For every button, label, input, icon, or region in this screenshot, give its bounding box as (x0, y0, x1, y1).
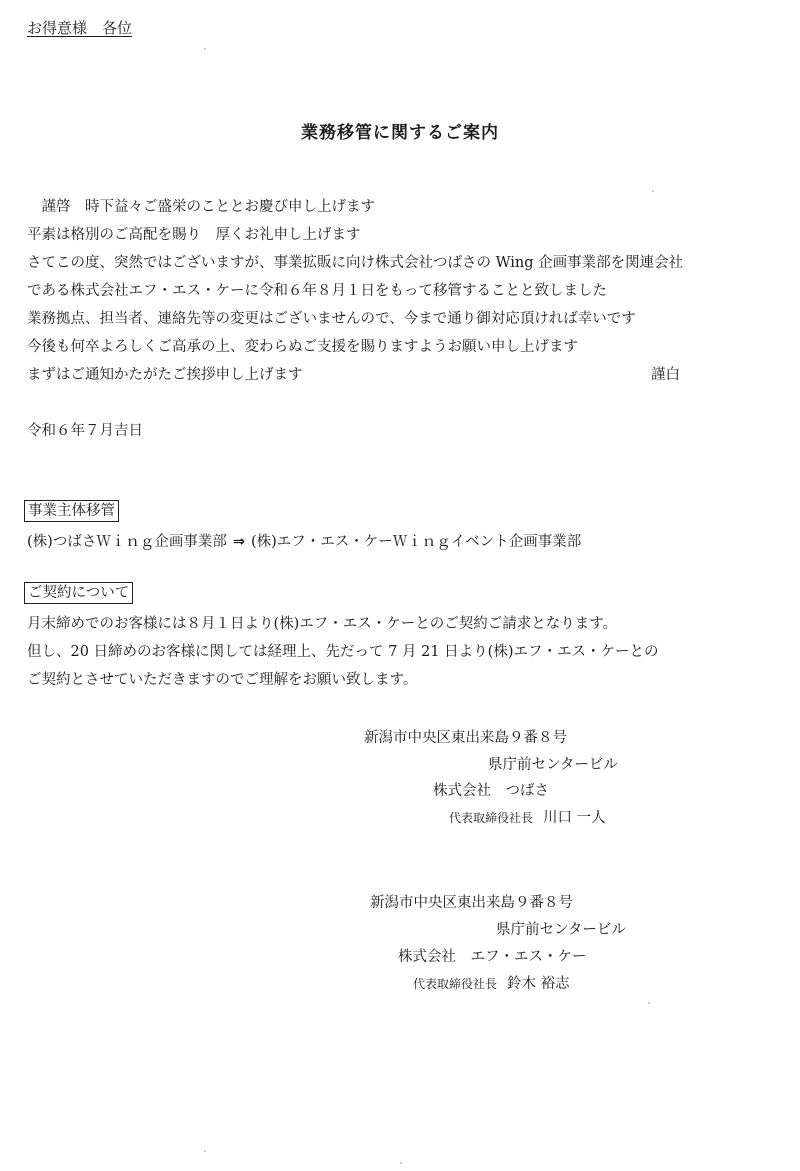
body-line: さてこの度、突然ではございますが、事業拡販に向け株式会社つばさの Wing 企画事業部を関連会社 (27, 255, 684, 271)
section-contract-heading (24, 582, 133, 604)
section-transfer-heading (24, 500, 119, 522)
closing-phrase: 謹白 (651, 367, 680, 383)
contract-line: 但し、20 日締めのお客様に関しては経理上、先だって 7 月 21 日より(株)エフ・エス・ケーとの (27, 644, 659, 660)
sender2-company: 株式会社 エフ・エス・ケー (398, 949, 587, 965)
addressee: お得意様 各位 (27, 19, 133, 37)
scan-speck (648, 1002, 650, 1004)
sender2-title: 代表取締役社長 (413, 977, 498, 991)
right-arrow-icon: ⇒ (232, 534, 245, 550)
sender2-building: 県庁前センタービル (496, 922, 626, 938)
sender2-address: 新潟市中央区東出来島９番８号 (370, 895, 573, 911)
sender1-company: 株式会社 つばさ (433, 783, 549, 799)
document-title: 業務移管に関するご案内 (301, 123, 499, 143)
sender1-name: 川口 一人 (543, 810, 606, 826)
transfer-line (27, 530, 581, 551)
scan-speck (204, 48, 206, 50)
section-heading-box: ご契約について (24, 582, 133, 604)
sender2-representative (413, 972, 570, 993)
sender1-title: 代表取締役社長 (449, 811, 534, 825)
transfer-from: (株)つばさＷｉｎｇ企画事業部 (27, 534, 227, 550)
sender1-address: 新潟市中央区東出来島９番８号 (364, 730, 567, 746)
body-line: まずはご通知かたがたご挨拶申し上げます (27, 367, 303, 383)
body-line: 業務拠点、担当者、連絡先等の変更はございませんので、今まで通り御対応頂ければ幸いです (27, 311, 636, 327)
contract-line: 月末締めでのお客様には８月１日より(株)エフ・エス・ケーとのご契約ご請求となります。 (27, 616, 618, 632)
body-line: 平素は格別のご高配を賜り 厚くお礼申し上げます (27, 227, 361, 243)
sender1-building: 県庁前センタービル (488, 757, 618, 773)
scan-speck (400, 1162, 402, 1164)
section-heading-box: 事業主体移管 (24, 500, 119, 522)
contract-line: ご契約とさせていただきますのでご理解をお願い致します。 (27, 672, 418, 688)
body-line: である株式会社エフ・エス・ケーに令和６年８月１日をもって移管することと致しました (27, 283, 607, 299)
sender1-representative (449, 806, 606, 827)
scan-speck (204, 1150, 206, 1152)
issue-date: 令和６年７月吉日 (27, 423, 143, 439)
body-line-greeting: 謹啓 時下益々ご盛栄のこととお慶び申し上げます (27, 199, 375, 215)
body-line: 今後も何卒よろしくご高承の上、変わらぬご支援を賜りますようお願い申し上げます (27, 339, 578, 355)
scan-speck (652, 190, 654, 192)
transfer-to: (株)エフ・エス・ケーＷｉｎｇイベント企画事業部 (250, 534, 582, 550)
sender2-name: 鈴木 裕志 (507, 976, 570, 992)
